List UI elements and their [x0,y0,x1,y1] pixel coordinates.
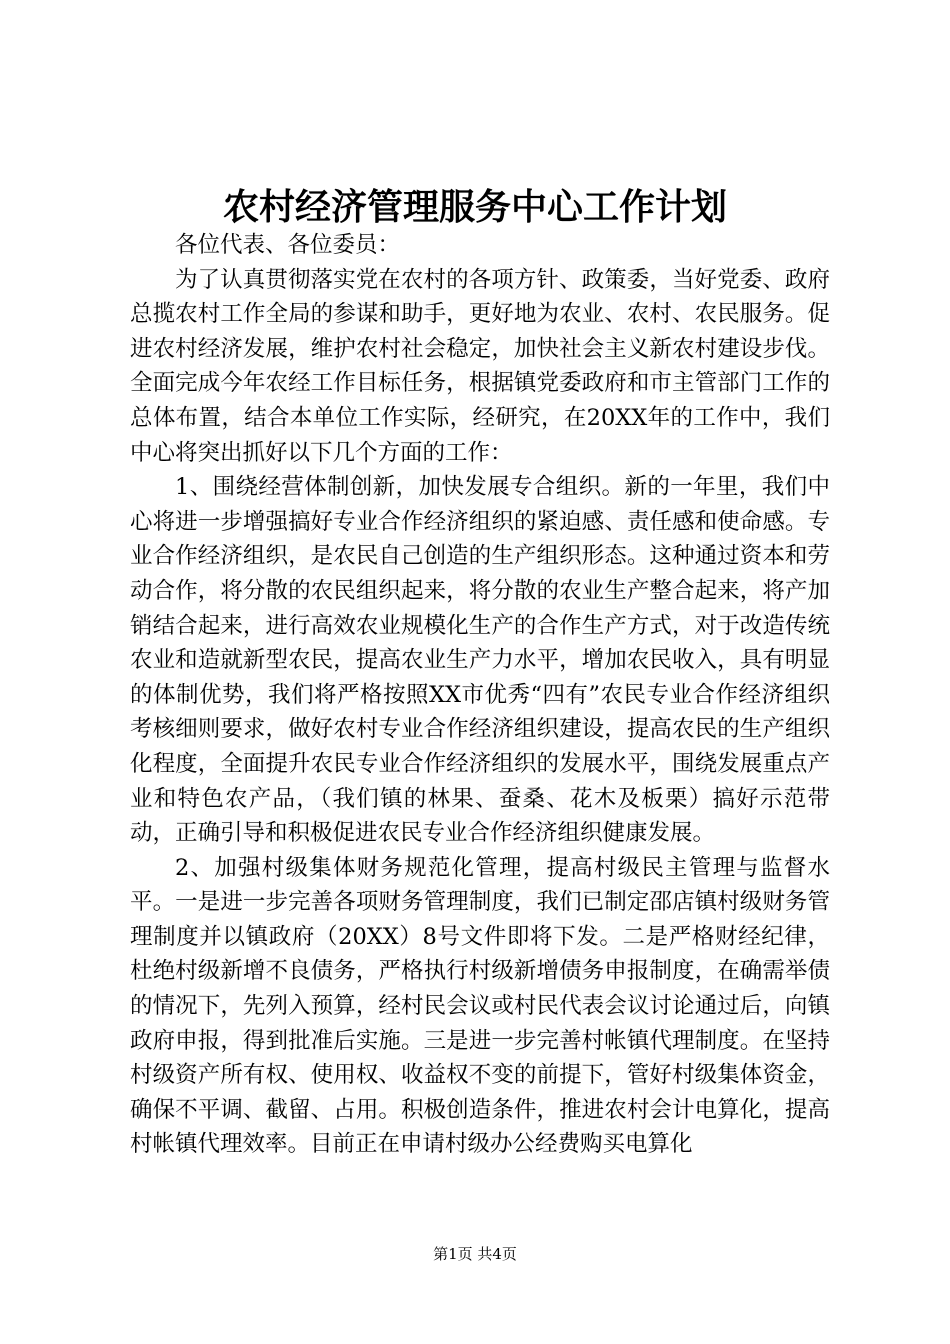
section-2-paragraph: 2、加强村级集体财务规范化管理，提高村级民主管理与监督水平。一是进一步完善各项财务管理制度，我们已制定邵店镇村级财务管理制度并以镇政府（20XX）8号文件即将下发。二是严格财经纪律，杜绝村级新增不良债务，严格执行村级新增债务申报制度，在确需举债的情况下，先列入预算，经村民会议或村民代表会议讨论通过后，向镇政府申报，得到批准后实施。三是进一步完善村帐镇代理制度。在坚持村级资产所有权、使用权、收益权不变的前提下，管好村级集体资金，确保不平调、截留、占用。积极创造条件，推进农村会计电算化，提高村帐镇代理效率。目前正在申请村级办公经费购买电算化 [130,854,830,1158]
document-body [130,228,830,1162]
salutation-paragraph: 各位代表、各位委员： [175,232,401,258]
page-number-footer: 第1页 共4页 [433,1245,517,1263]
document-title: 农村经济管理服务中心工作计划 [222,187,727,228]
intro-paragraph: 为了认真贯彻落实党在农村的各项方针、政策委，当好党委、政府总揽农村工作全局的参谋和助手，更好地为农业、农村、农民服务。促进农村经济发展，维护农村社会稳定，加快社会主义新农村建设步伐。全面完成今年农经工作目标任务，根据镇党委政府和市主管部门工作的总体布置，结合本单位工作实际，经研究，在20XX年的工作中，我们中心将突出抓好以下几个方面的工作： [130,266,830,466]
section-1-paragraph: 1、围绕经营体制创新，加快发展专合组织。新的一年里，我们中心将进一步增强搞好专业合作经济组织的紧迫感、责任感和使命感。专业合作经济组织，是农民自己创造的生产组织形态。这种通过资本和劳动合作，将分散的农民组织起来，将分散的农业生产整合起来，将产加销结合起来，进行高效农业规模化生产的合作生产方式，对于改造传统农业和造就新型农民，提高农业生产力水平，增加农民收入，具有明显的体制优势，我们将严格按照XX市优秀“四有”农民专业合作经济组织考核细则要求，做好农村专业合作经济组织建设，提高农民的生产组织化程度，全面提升农民专业合作经济组织的发展水平，围绕发展重点产业和特色农产品，（我们镇的林果、蚕桑、花木及板栗）搞好示范带动，正确引导和积极促进农民专业合作经济组织健康发展。 [130,474,830,847]
